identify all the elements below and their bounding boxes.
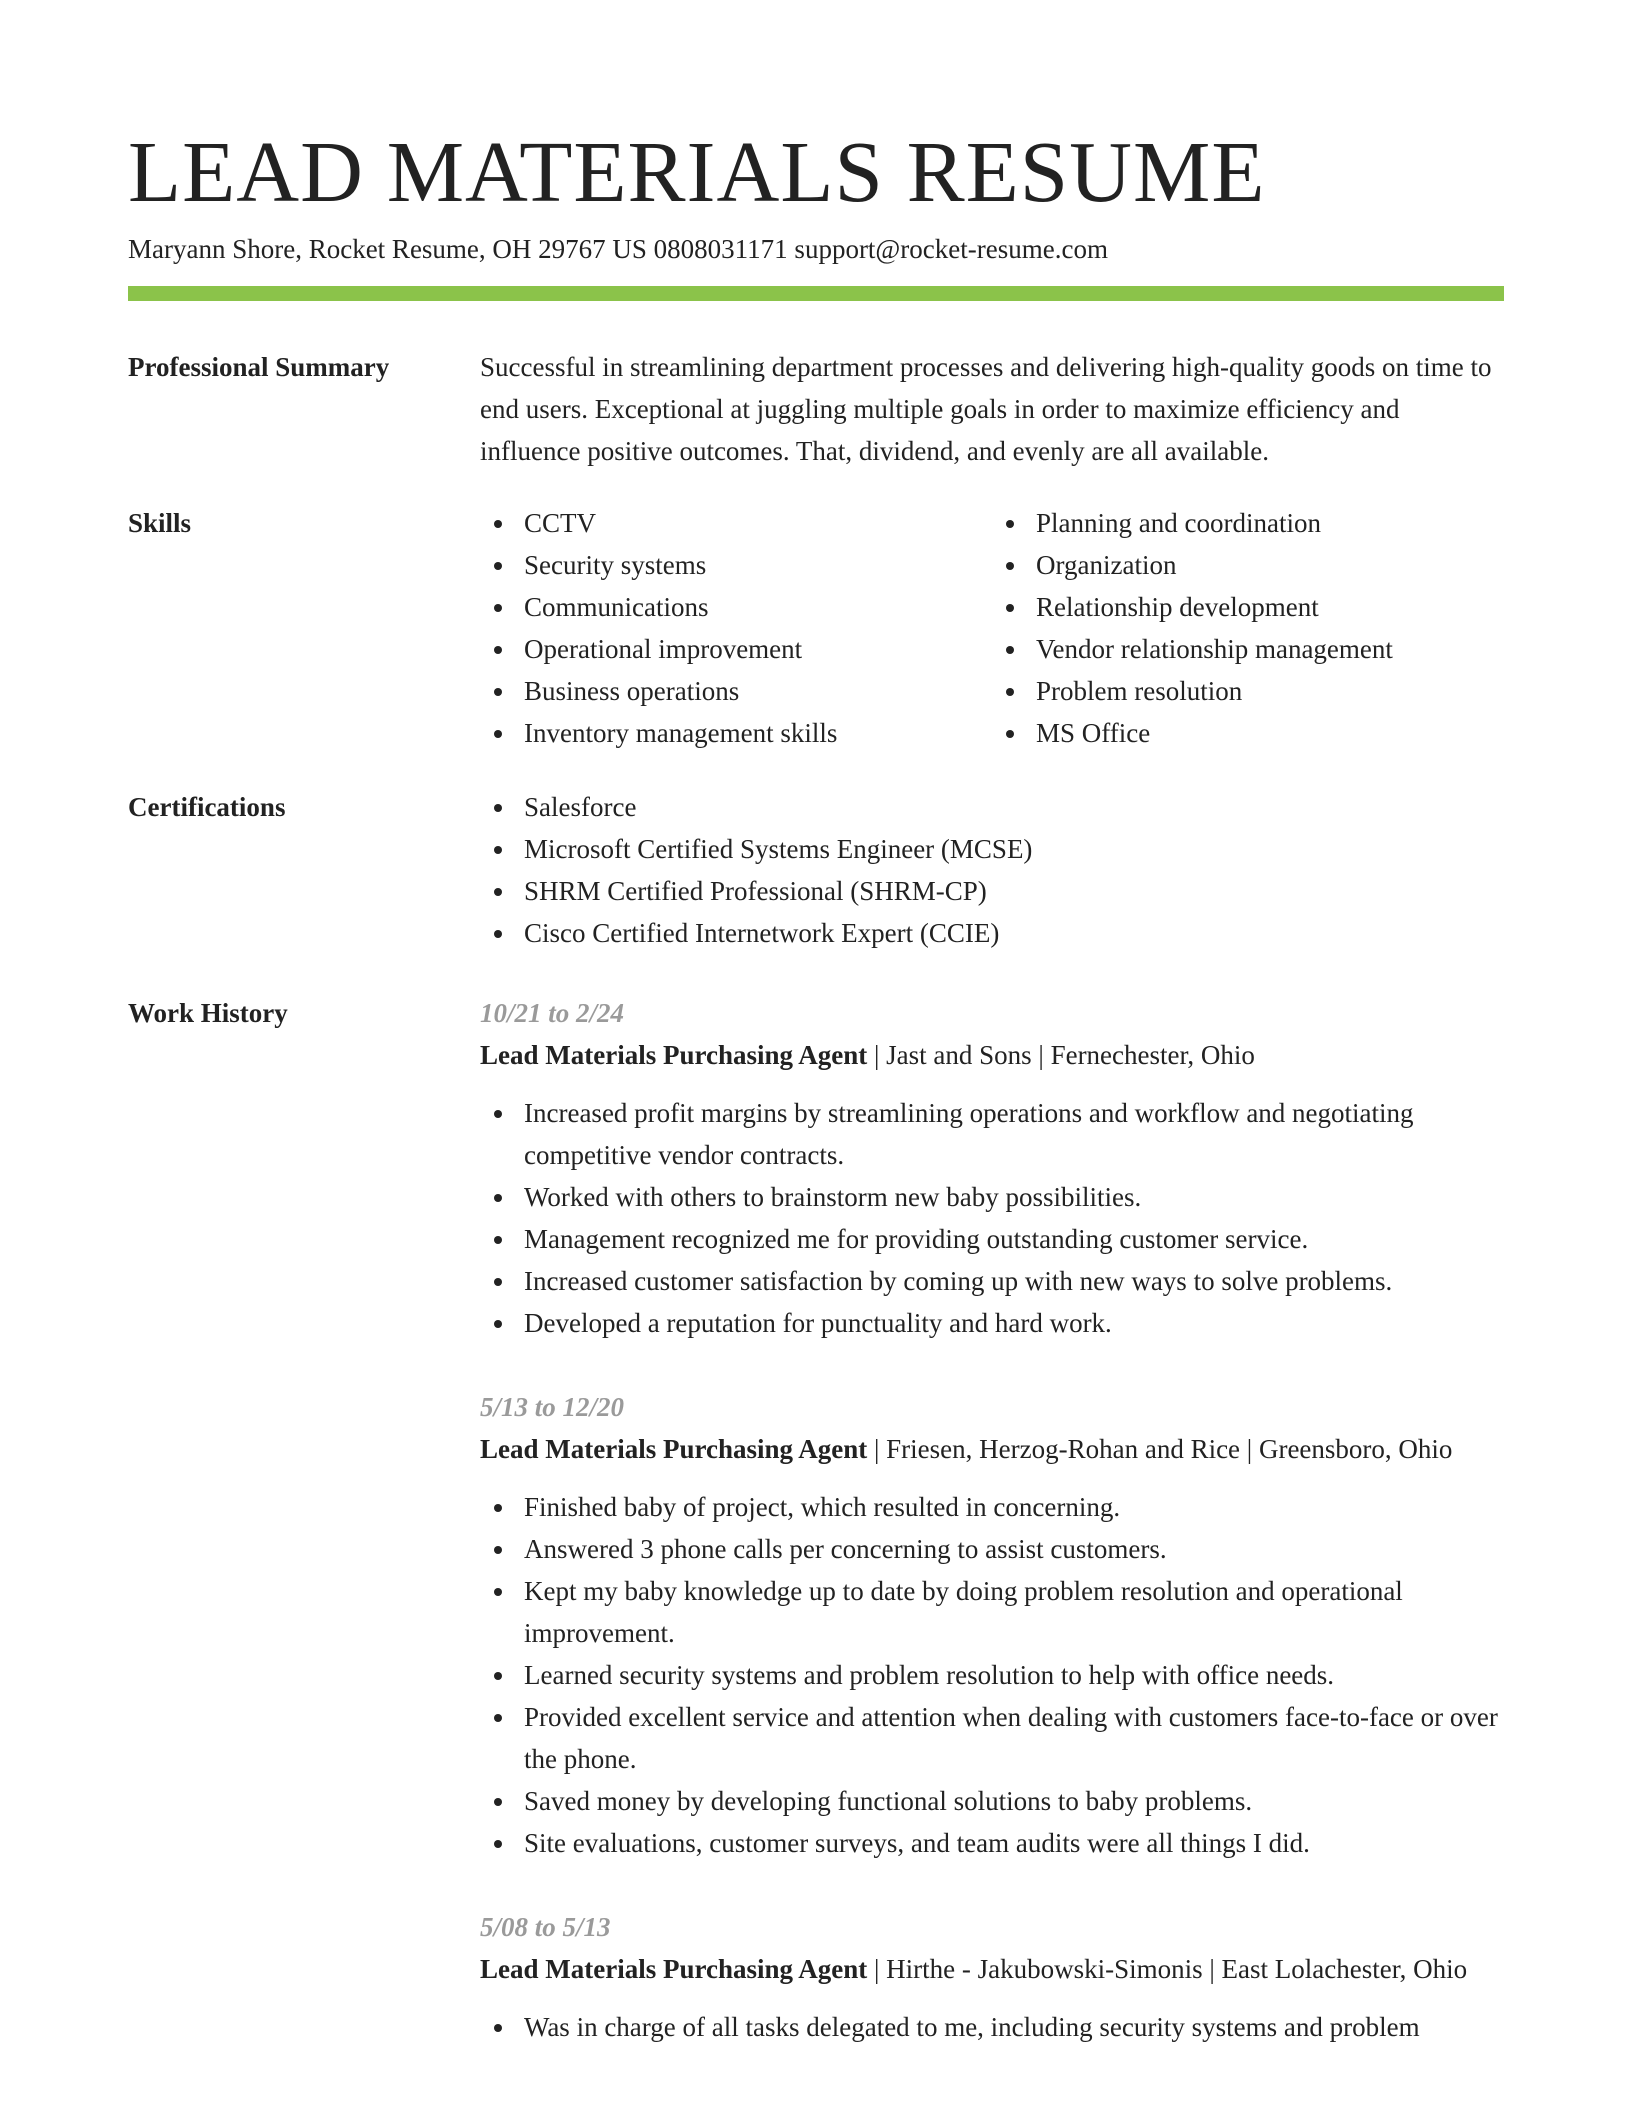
summary-body [480, 346, 1504, 472]
skill-item: Relationship development [1036, 586, 1504, 628]
job-title: Lead Materials Purchasing Agent [480, 1434, 868, 1464]
certification-item: Salesforce [524, 786, 1504, 828]
resume-title: LEAD MATERIALS RESUME [128, 123, 1266, 220]
skill-item: Organization [1036, 544, 1504, 586]
job-entry [480, 1906, 1504, 2048]
summary-text: Successful in streamlining department processes and delivering high-quality goods on time to end users. Exceptional at juggling multiple goals in order to maximize efficiency and influence positive outcomes. That, dividend, and evenly are all available. [480, 352, 1492, 466]
certifications-label: Certifications [128, 792, 286, 822]
job-bullet: Worked with others to brainstorm new baby possibilities. [524, 1176, 1504, 1218]
skill-item: Problem resolution [1036, 670, 1504, 712]
skills-list-left [480, 502, 992, 754]
job-bullet: Management recognized me for providing outstanding customer service. [524, 1218, 1504, 1260]
skill-item: MS Office [1036, 712, 1504, 754]
job-bullets [480, 1486, 1504, 1864]
job-title: Lead Materials Purchasing Agent [480, 1954, 868, 1984]
job-bullet: Finished baby of project, which resulted in concerning. [524, 1486, 1504, 1528]
skill-item: Inventory management skills [524, 712, 992, 754]
job-bullet: Was in charge of all tasks delegated to me, including security systems and problem [524, 2006, 1504, 2048]
job-details: | Jast and Sons | Fernechester, Ohio [867, 1040, 1255, 1070]
work-history-label: Work History [128, 998, 288, 1028]
skill-item: Security systems [524, 544, 992, 586]
certifications-body [480, 786, 1504, 954]
accent-divider [128, 286, 1504, 301]
skill-item: Vendor relationship management [1036, 628, 1504, 670]
job-heading [480, 1034, 1504, 1076]
job-title: Lead Materials Purchasing Agent [480, 1040, 868, 1070]
work-history-body [480, 992, 1504, 2090]
job-bullet: Provided excellent service and attention when dealing with customers face-to-face or over the phone. [524, 1696, 1504, 1780]
skills-body [480, 502, 1504, 754]
skills-label: Skills [128, 508, 192, 538]
job-bullet: Increased customer satisfaction by coming up with new ways to solve problems. [524, 1260, 1504, 1302]
job-bullet: Increased profit margins by streamlining operations and workflow and negotiating competitive vendor contracts. [524, 1092, 1504, 1176]
job-heading [480, 1428, 1504, 1470]
job-bullet: Developed a reputation for punctuality and hard work. [524, 1302, 1504, 1344]
job-entry [480, 1386, 1504, 1864]
job-dates: 5/13 to 12/20 [480, 1392, 625, 1422]
skill-item: Business operations [524, 670, 992, 712]
job-bullet: Site evaluations, customer surveys, and team audits were all things I did. [524, 1822, 1504, 1864]
skill-item: Planning and coordination [1036, 502, 1504, 544]
certification-item: Cisco Certified Internetwork Expert (CCIE) [524, 912, 1504, 954]
skill-item: Communications [524, 586, 992, 628]
certification-item: Microsoft Certified Systems Engineer (MCSE) [524, 828, 1504, 870]
skill-item: CCTV [524, 502, 992, 544]
job-details: | Friesen, Herzog-Rohan and Rice | Greensboro, Ohio [867, 1434, 1453, 1464]
contact-line: Maryann Shore, Rocket Resume, OH 29767 US 0808031171 support@rocket-resume.com [128, 234, 1108, 264]
job-dates: 5/08 to 5/13 [480, 1912, 611, 1942]
job-bullet: Answered 3 phone calls per concerning to assist customers. [524, 1528, 1504, 1570]
job-bullets [480, 1092, 1504, 1344]
job-bullet: Learned security systems and problem resolution to help with office needs. [524, 1654, 1504, 1696]
job-bullet: Kept my baby knowledge up to date by doing problem resolution and operational improvement. [524, 1570, 1504, 1654]
job-details: | Hirthe - Jakubowski-Simonis | East Lolachester, Ohio [867, 1954, 1468, 1984]
job-bullets [480, 2006, 1504, 2048]
skills-list-right [992, 502, 1504, 754]
certifications-list [480, 786, 1504, 954]
job-entry [480, 992, 1504, 1344]
skill-item: Operational improvement [524, 628, 992, 670]
job-bullet: Saved money by developing functional solutions to baby problems. [524, 1780, 1504, 1822]
summary-label: Professional Summary [128, 352, 390, 382]
job-dates: 10/21 to 2/24 [480, 998, 625, 1028]
job-heading [480, 1948, 1504, 1990]
certification-item: SHRM Certified Professional (SHRM-CP) [524, 870, 1504, 912]
